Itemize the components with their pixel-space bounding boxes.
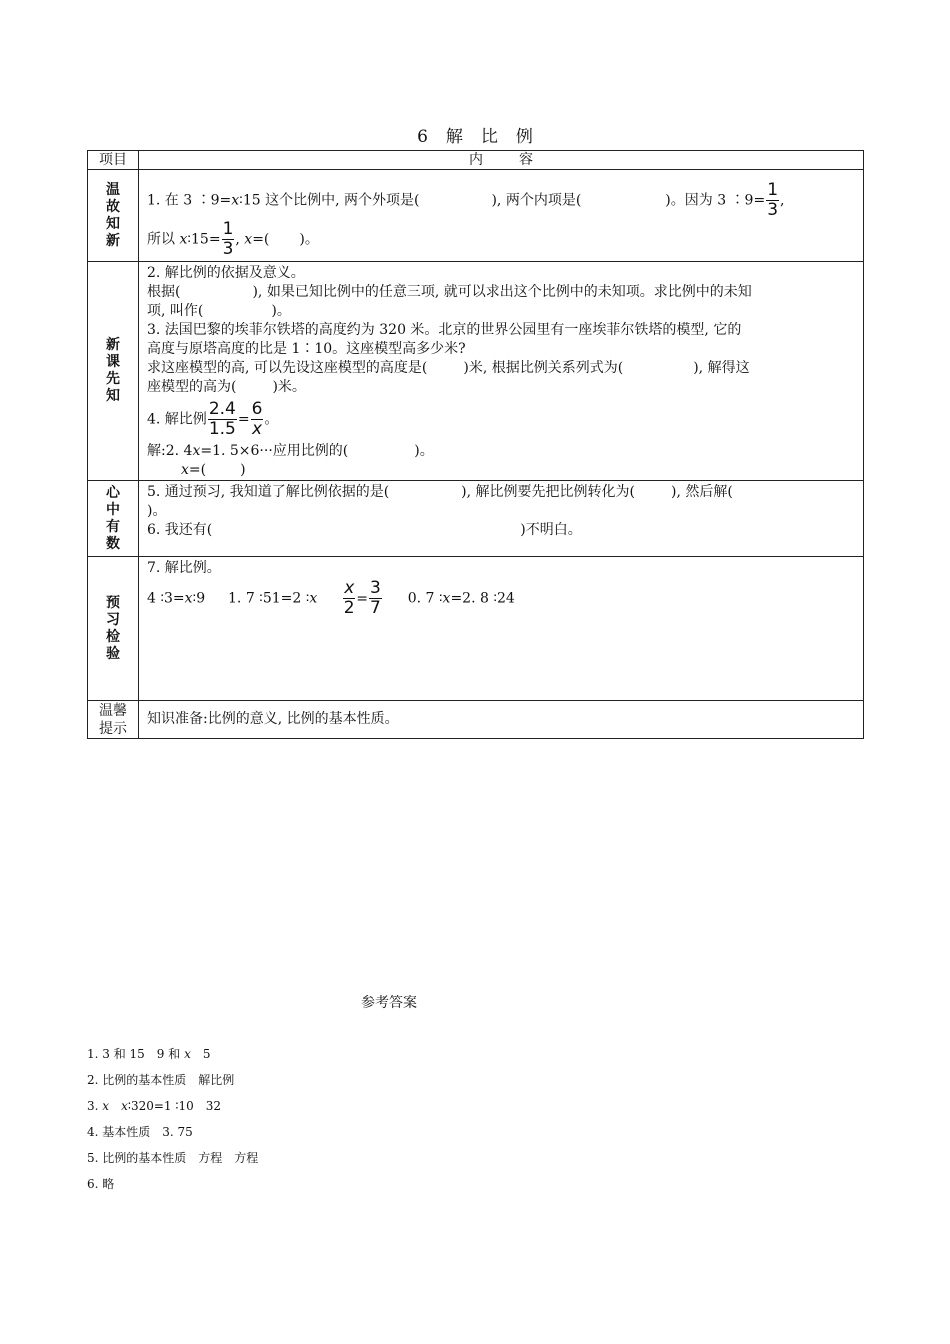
answers-title: 参考答案 <box>361 995 417 1011</box>
label-char: 心 <box>106 484 120 501</box>
var-x: x <box>231 192 240 209</box>
frac-num: 1 <box>222 219 234 239</box>
text: 求这座模型的高, 可以先设这座模型的高度是( <box>147 360 428 376</box>
header-item: 项目 <box>88 151 139 170</box>
question-3-line-1: 3. 法国巴黎的埃菲尔铁塔的高度约为 320 米。北京的世界公园里有一座埃菲尔铁塔的模型, 它的 <box>147 322 742 338</box>
text: ∶15 这个比例中, 两个外项是( <box>239 192 420 209</box>
text: 座模型的高为( <box>147 379 237 395</box>
text: 1. 在 3 ∶9= <box>147 192 232 209</box>
text: ), 两个内项是( <box>491 192 582 209</box>
var-x: x <box>102 1099 110 1113</box>
frac-num: 3 <box>369 578 381 598</box>
section-mind-content <box>139 481 864 557</box>
text: ), 解得这 <box>693 360 750 376</box>
var-x: x <box>244 231 253 248</box>
title-char: 比 <box>480 127 498 147</box>
answer-2: 2. 比例的基本性质 解比例 <box>87 1073 235 1087</box>
section-label-review <box>88 170 139 262</box>
question-5-line-2: )。 <box>147 503 167 519</box>
label-char: 先 <box>106 371 120 387</box>
question-2-line-3 <box>147 302 855 321</box>
answer-6: 6. 略 <box>87 1177 115 1191</box>
label-char: 有 <box>106 518 120 535</box>
section-label-check <box>88 557 139 701</box>
review-line-1 <box>147 182 855 219</box>
text: ∶320=1 ∶10 32 <box>127 1099 222 1113</box>
label-char: 预 <box>106 594 120 611</box>
text: 解:2. 4 <box>147 443 193 459</box>
title-char: 例 <box>515 127 533 147</box>
solution-line-1 <box>147 442 855 461</box>
label-char: 中 <box>106 501 120 518</box>
exercise-row <box>147 580 855 617</box>
answer-5: 5. 比例的基本性质 方程 方程 <box>87 1151 259 1165</box>
label-char: 数 <box>106 535 120 552</box>
fraction-3-over-7 <box>369 580 382 617</box>
label-char: 温 <box>106 181 120 198</box>
question-3-line-3 <box>147 359 855 378</box>
exercise-4 <box>408 591 515 607</box>
fraction-x-over-2 <box>343 580 355 617</box>
frac-num: 1 <box>767 180 779 200</box>
text: , <box>780 192 785 209</box>
var-x: x <box>309 590 318 607</box>
question-3-line-4 <box>147 378 855 397</box>
answer-3 <box>87 1097 221 1114</box>
text: 根据( <box>147 284 181 300</box>
text: 6. 我还有( <box>147 522 213 538</box>
text: 0. 7 ∶ <box>407 590 443 607</box>
section-label-new <box>88 262 139 481</box>
label-char: 温馨 <box>99 702 127 719</box>
label-char: 知 <box>106 215 120 232</box>
text: )。因为 3 ∶9= <box>665 192 766 209</box>
question-6 <box>147 521 855 540</box>
text: 4 ∶3= <box>147 590 185 607</box>
section-new-content <box>139 262 864 481</box>
header-content <box>139 151 864 170</box>
question-5 <box>147 483 855 502</box>
text: ), 然后解( <box>671 484 733 500</box>
text: )米。 <box>272 379 306 395</box>
title-number: 6 <box>417 127 428 147</box>
frac-den: 3 <box>767 200 779 220</box>
text: 1. 7 ∶51=2 ∶ <box>228 590 310 607</box>
text: ) <box>240 462 246 478</box>
frac-num: 6 <box>251 399 263 419</box>
text: ), 如果已知比例中的任意三项, 就可以求出这个比例中的未知项。求比例中的未知 <box>252 284 752 300</box>
var-x: x <box>192 443 201 459</box>
text: =( <box>188 462 207 478</box>
section-check-content <box>139 557 864 701</box>
frac-den: 2 <box>343 598 355 618</box>
text: 4. 解比例 <box>147 411 207 428</box>
section-tip-content <box>139 701 864 739</box>
var-x: x <box>184 1047 191 1061</box>
text: 5 <box>190 1047 211 1061</box>
section-review-content <box>139 170 864 262</box>
fraction-2.4-over-1.5 <box>208 401 237 438</box>
text: 所以 <box>147 231 180 248</box>
var-x: x <box>184 590 193 607</box>
text: =( <box>252 231 270 248</box>
question-3-line-2: 高度与原塔高度的比是 1∶10。这座模型高多少米? <box>147 341 466 357</box>
text: )。 <box>271 303 291 319</box>
text: 3. <box>87 1099 103 1113</box>
exercise-3 <box>342 578 383 618</box>
frac-den: 7 <box>369 598 381 618</box>
header-content-char: 内 <box>469 152 483 168</box>
question-4 <box>147 401 855 438</box>
label-char: 课 <box>106 354 120 370</box>
label-char: 提示 <box>99 720 127 737</box>
answer-4: 4. 基本性质 3. 75 <box>87 1125 193 1139</box>
text: )。 <box>299 231 319 248</box>
var-x: x <box>181 462 189 478</box>
text: =2. 8 ∶24 <box>450 590 515 607</box>
exercise-1 <box>147 591 205 607</box>
question-7: 7. 解比例。 <box>147 560 221 576</box>
frac-num: x <box>344 578 355 598</box>
answer-1 <box>87 1045 210 1062</box>
text: 。 <box>264 411 279 428</box>
frac-den: 3 <box>222 239 234 259</box>
tip-text: 知识准备:比例的意义, 比例的基本性质。 <box>147 711 399 727</box>
question-2: 2. 解比例的依据及意义。 <box>147 265 305 281</box>
frac-num: 2.4 <box>208 399 236 419</box>
text: ∶9 <box>192 590 206 607</box>
var-x: x <box>179 231 188 248</box>
text: )米, 根据比例关系列式为( <box>463 360 624 376</box>
text: , <box>235 231 245 248</box>
fraction-one-third <box>766 182 779 219</box>
fraction-one-third <box>222 221 235 258</box>
review-line-2 <box>147 221 855 258</box>
text: 5. 通过预习, 我知道了解比例依据的是( <box>147 484 390 500</box>
title-char: 解 <box>445 127 463 147</box>
text <box>109 1099 121 1113</box>
var-x: x <box>121 1099 128 1113</box>
label-char: 新 <box>106 232 120 249</box>
text: 项, 叫作( <box>147 303 204 319</box>
text: )不明白。 <box>520 522 582 538</box>
text: ), 解比例要先把比例转化为( <box>461 484 635 500</box>
fraction-6-over-x <box>251 401 264 438</box>
label-char: 验 <box>106 645 120 662</box>
text: = <box>237 411 250 428</box>
text: =1. 5×6···应用比例的( <box>200 443 349 459</box>
solution-line-2 <box>147 461 855 480</box>
var-x: x <box>442 590 451 607</box>
frac-den: 1.5 <box>208 419 236 439</box>
label-char: 习 <box>106 611 120 628</box>
section-label-tip <box>88 701 139 739</box>
frac-den: x <box>251 419 263 439</box>
worksheet-table <box>87 150 864 739</box>
header-content-char: 容 <box>519 152 533 168</box>
label-char: 故 <box>106 198 120 215</box>
section-label-mind <box>88 481 139 557</box>
label-char: 新 <box>106 337 120 353</box>
label-char: 检 <box>106 628 120 645</box>
label-char: 知 <box>106 388 120 404</box>
document-title <box>0 122 950 147</box>
text: 1. 3 和 15 9 和 <box>87 1047 185 1061</box>
text: )。 <box>414 443 434 459</box>
text: ∶15= <box>187 231 221 248</box>
question-2-line-2 <box>147 283 855 302</box>
text: = <box>356 590 368 607</box>
exercise-2 <box>228 591 317 607</box>
